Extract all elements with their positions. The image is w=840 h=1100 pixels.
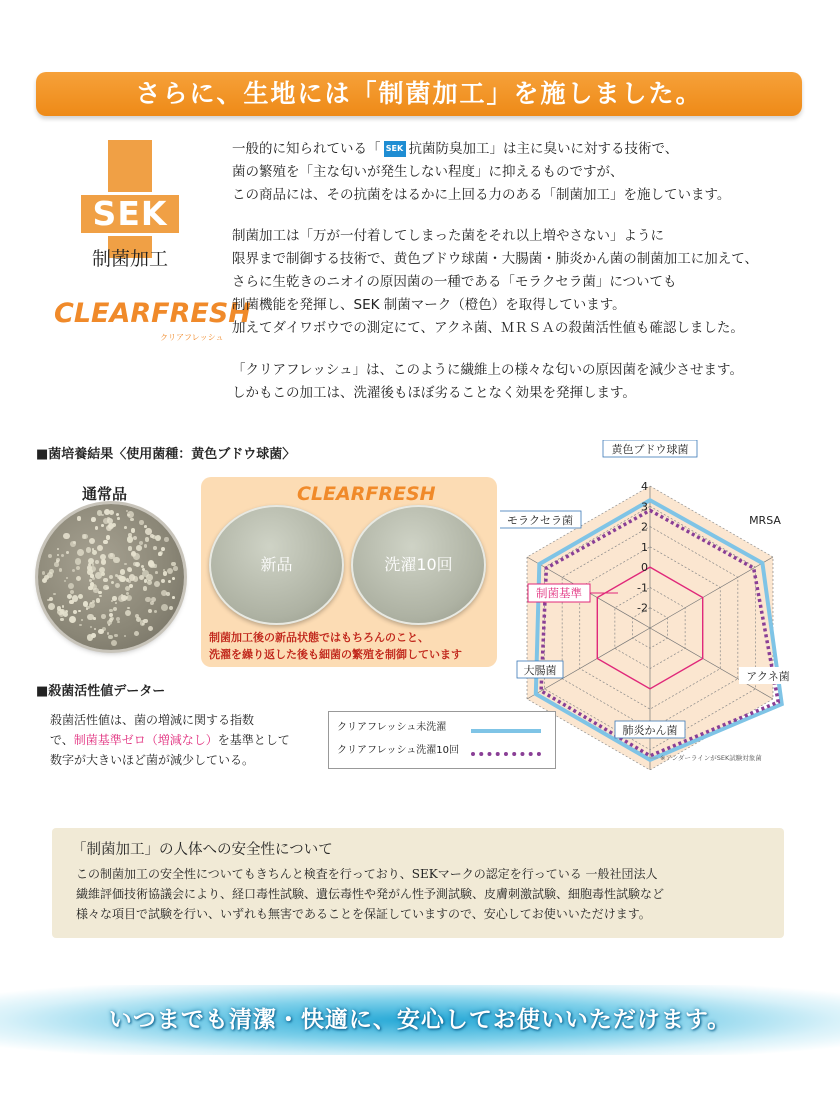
colony-speck: [108, 635, 112, 639]
sek-inline-icon: SEK: [384, 141, 406, 157]
colony-speck: [109, 510, 114, 515]
colony-speck: [62, 605, 64, 607]
colony-speck: [117, 621, 120, 624]
colony-speck: [78, 610, 80, 612]
radar-tick-label: 1: [641, 540, 648, 554]
colony-speck: [153, 546, 157, 550]
clearfresh-logo-kana: クリアフレッシュ: [160, 333, 224, 342]
intro-p1-line-1-after: 抗菌防臭加工」は主に臭いに対する技術で、: [408, 141, 679, 157]
colony-speck: [107, 620, 112, 625]
radar-axis-label: 黄色ブドウ球菌: [611, 443, 689, 456]
colony-speck: [116, 513, 119, 516]
chart-legend: [328, 711, 556, 769]
radar-axis-label: 大腸菌: [523, 664, 557, 677]
legend-unwashed-swatch: [471, 729, 541, 733]
intro-p2-line-1: 制菌加工は「万が一付着してしまった菌をそれ以上増やさない」ように: [232, 228, 664, 244]
colony-speck: [130, 518, 133, 521]
colony-speck: [106, 535, 110, 539]
baseline-label: 制菌基準: [536, 586, 582, 600]
colony-speck: [111, 640, 117, 646]
colony-speck: [79, 624, 81, 626]
colony-speck: [77, 549, 84, 556]
activity-desc-line-2-after: を基準として: [217, 733, 290, 747]
colony-speck: [93, 588, 98, 593]
colony-speck: [66, 577, 69, 580]
culture-caption-line-1: 制菌加工後の新品状態ではもちろんのこと、: [209, 631, 429, 644]
colony-speck: [133, 536, 137, 540]
normal-product-label: 通常品: [82, 485, 128, 503]
activity-desc-line-2: [50, 730, 290, 750]
colony-speck: [131, 552, 136, 557]
colony-speck: [64, 580, 66, 582]
colony-speck: [167, 568, 173, 574]
colony-speck: [75, 558, 81, 564]
colony-speck: [69, 616, 76, 623]
colony-speck: [93, 617, 96, 620]
colony-speck: [78, 594, 83, 599]
colony-speck: [128, 546, 133, 551]
intro-p1-line-2: 菌の繁殖を「主な匂いが発生しない程度」に抑えるものですが、: [232, 164, 624, 180]
radar-axis-label: 肺炎かん菌: [622, 724, 678, 737]
colony-speck: [159, 551, 163, 555]
sek-logo-caption: 制菌加工: [91, 248, 168, 270]
colony-speck: [54, 562, 58, 566]
washed-product-label: 洗濯10回: [384, 555, 453, 574]
colony-speck: [86, 547, 92, 553]
colony-speck: [134, 631, 139, 636]
colony-speck: [115, 602, 117, 604]
colony-speck: [173, 566, 177, 570]
colony-speck: [104, 509, 110, 515]
colony-speck: [48, 554, 52, 558]
colony-speck: [81, 619, 83, 621]
sek-logo-text: SEK: [92, 194, 168, 233]
colony-speck: [163, 569, 165, 571]
colony-speck: [60, 618, 64, 622]
colony-speck: [66, 551, 69, 554]
intro-p1-line-3: この商品には、その抗菌をはるかに上回る力のある「制菌加工」を施しています。: [232, 187, 731, 203]
colony-speck: [49, 597, 54, 602]
chart-footnote: ※アンダーラインがSEK試験対象菌: [660, 754, 762, 762]
colony-speck: [116, 617, 120, 621]
radar-tick-label: 2: [641, 520, 648, 534]
radar-tick-label: -1: [637, 581, 648, 595]
colony-speck: [42, 578, 48, 584]
clearfresh-culture-panel: [201, 477, 497, 667]
colony-speck: [153, 564, 156, 567]
radar-tick-label: 3: [641, 500, 648, 514]
radar-axis-label: アクネ菌: [746, 670, 790, 683]
colony-speck: [68, 583, 74, 589]
colony-speck: [103, 578, 107, 582]
safety-line-2: 繊維評価技術協議会により、経口毒性試験、遺伝毒性や発がん性予測試験、皮膚刺激試験、細胞毒性試験など: [76, 887, 665, 901]
footer-banner: いつまでも清潔・快適に、安心してお使いいただけます。: [0, 985, 840, 1055]
radar-tick-label: 0: [641, 561, 648, 575]
colony-speck: [102, 627, 106, 631]
colony-speck: [92, 563, 95, 566]
colony-speck: [127, 511, 134, 518]
colony-speck: [113, 607, 117, 611]
clearfresh-panel-logo: CLEARFRESH: [297, 483, 436, 505]
colony-speck: [89, 538, 95, 544]
colony-speck: [118, 595, 125, 602]
normal-product-petri-dish: [38, 504, 184, 650]
safety-title: 「制菌加工」の人体への安全性について: [72, 842, 333, 858]
colony-speck: [63, 533, 70, 540]
colony-speck: [120, 569, 126, 575]
colony-speck: [125, 610, 131, 616]
new-product-petri-dish: [209, 505, 344, 625]
colony-speck: [101, 614, 106, 619]
colony-speck: [172, 596, 175, 599]
colony-speck: [144, 579, 148, 583]
colony-speck: [87, 569, 93, 575]
colony-speck: [53, 593, 56, 596]
colony-speck: [82, 534, 86, 538]
colony-speck: [103, 585, 109, 591]
colony-speck: [42, 571, 45, 574]
colony-speck: [69, 600, 73, 604]
activity-section-title: ■殺菌活性値データー: [36, 684, 166, 699]
colony-speck: [127, 607, 130, 610]
colony-speck: [142, 568, 145, 571]
activity-desc-line-2-before: で、: [50, 733, 74, 747]
colony-speck: [147, 580, 152, 585]
colony-speck: [47, 572, 53, 578]
colony-speck: [144, 544, 147, 547]
colony-speck: [168, 580, 171, 583]
colony-speck: [117, 517, 120, 520]
colony-speck: [148, 626, 153, 631]
activity-desc-line-1: 殺菌活性値は、菌の増減に関する指数: [50, 713, 255, 727]
safety-line-3: 様々な項目で試験を行い、いずれも無害であることを保証していますので、安心してお使いいただけます。: [76, 907, 651, 921]
legend-unwashed-label: クリアフレッシュ未洗濯: [337, 722, 447, 733]
colony-speck: [86, 608, 88, 610]
colony-speck: [115, 583, 120, 588]
colony-speck: [139, 520, 144, 525]
intro-p2-line-2: 限界まで制御する技術で、黄色ブドウ球菌・大腸菌・肺炎かん菌の制菌加工に加えて、: [232, 251, 758, 267]
culture-caption-line-2: 洗濯を繰り返した後も細菌の繁殖を制御しています: [209, 648, 462, 661]
activity-description: [50, 710, 290, 770]
colony-speck: [111, 581, 114, 584]
colony-speck: [143, 586, 147, 590]
colony-speck: [73, 610, 77, 614]
colony-speck: [154, 581, 160, 587]
intro-p2-line-3: さらに生乾きのニオイの原因菌の一種である「モラクセラ菌」についても: [232, 274, 677, 290]
colony-speck: [152, 535, 156, 539]
colony-speck: [143, 619, 148, 624]
colony-speck: [171, 562, 175, 566]
colony-speck: [109, 575, 113, 579]
culture-section-title: ■菌培養結果〈使用菌種：黄色ブドウ球菌〉: [36, 447, 296, 462]
colony-speck: [127, 567, 132, 572]
colony-speck: [129, 584, 133, 588]
colony-speck: [161, 604, 168, 611]
intro-paragraph-2: [232, 225, 758, 340]
colony-speck: [92, 577, 95, 580]
colony-speck: [57, 554, 59, 556]
colony-speck: [135, 562, 140, 567]
colony-speck: [57, 548, 59, 550]
colony-speck: [127, 536, 133, 542]
colony-speck: [57, 609, 64, 616]
intro-paragraph-1: [232, 138, 730, 207]
colony-speck: [97, 510, 102, 515]
colony-speck: [91, 633, 96, 638]
colony-speck: [92, 600, 95, 603]
colony-speck: [124, 635, 126, 637]
headline-banner: さらに、生地には「制菌加工」を施しました。: [36, 72, 802, 116]
colony-speck: [131, 528, 135, 532]
intro-p2-line-4: 制菌機能を発揮し、SEK 制菌マーク（橙色）を取得しています。: [232, 297, 626, 313]
colony-speck: [92, 550, 97, 555]
colony-speck: [161, 579, 165, 583]
safety-line-1: この制菌加工の安全性についてもきちんと検査を行っており、SEKマークの認定を行っている 一般社団法人: [76, 867, 658, 881]
sek-logo: [54, 140, 251, 355]
colony-speck: [154, 610, 158, 614]
colony-speck: [83, 601, 88, 606]
colony-speck: [110, 617, 113, 620]
colony-speck: [112, 523, 117, 528]
safety-notice-box: [52, 828, 784, 938]
colony-speck: [169, 606, 173, 610]
colony-speck: [95, 526, 99, 530]
colony-speck: [48, 603, 55, 610]
colony-speck: [136, 545, 142, 551]
colony-speck: [101, 559, 107, 565]
colony-speck: [67, 594, 72, 599]
new-product-label: 新品: [260, 555, 293, 574]
colony-speck: [107, 517, 109, 519]
colony-speck: [72, 569, 75, 572]
intro-paragraph-3: [232, 359, 743, 405]
activity-desc-line-3: 数字が大きいほど菌が減少している。: [50, 753, 255, 767]
colony-speck: [124, 526, 127, 529]
colony-speck: [94, 628, 97, 631]
intro-p1-line-1: [232, 138, 730, 161]
colony-speck: [90, 626, 92, 628]
colony-speck: [119, 576, 125, 582]
legend-washed-label: クリアフレッシュ洗濯10回: [337, 745, 460, 756]
colony-speck: [110, 553, 113, 556]
colony-speck: [145, 537, 149, 541]
safety-body: [76, 864, 664, 924]
colony-speck: [77, 516, 81, 520]
colony-speck: [113, 557, 120, 564]
colony-speck: [59, 568, 62, 571]
colony-speck: [144, 525, 147, 528]
colony-speck: [96, 598, 101, 603]
radar-tick-label: -2: [637, 601, 648, 615]
colony-speck: [61, 554, 64, 557]
colony-speck: [112, 596, 117, 601]
radar-tick-label: 4: [641, 480, 648, 493]
colony-speck: [150, 601, 154, 605]
culture-caption: [209, 629, 462, 663]
intro-p2-line-5: 加えてダイワボウでの測定にて、アクネ菌、ＭＲＳＡの殺菌活性値も確認しました。: [232, 320, 744, 336]
colony-speck: [103, 540, 107, 544]
intro-p3-line-1: 「クリアフレッシュ」は、このように繊維上の様々な匂いの原因菌を減少させます。: [232, 362, 743, 378]
radar-axis-label: MRSA: [749, 514, 781, 527]
colony-speck: [76, 576, 82, 582]
colony-speck: [172, 577, 175, 580]
clearfresh-logo: CLEARFRESH: [54, 298, 251, 329]
colony-speck: [164, 537, 169, 542]
colony-speck: [148, 609, 152, 613]
intro-p1-line-1-before: 一般的に知られている「: [232, 141, 381, 157]
colony-speck: [155, 571, 158, 574]
colony-speck: [99, 595, 102, 598]
activity-desc-highlight: 制菌基準ゼロ（増減なし）: [73, 733, 218, 747]
legend-washed-swatch: [471, 752, 541, 756]
intro-p3-line-2: しかもこの加工は、洗濯後もほぼ劣ることなく効果を発揮します。: [232, 385, 636, 401]
colony-speck: [70, 590, 74, 594]
colony-speck: [76, 566, 80, 570]
colony-speck: [114, 634, 117, 637]
colony-speck: [101, 524, 104, 527]
colony-speck: [124, 563, 126, 565]
colony-speck: [95, 560, 99, 564]
colony-speck: [148, 562, 151, 565]
radar-axis-label: モラクセラ菌: [507, 514, 573, 527]
colony-speck: [91, 518, 95, 522]
washed-product-petri-dish: [351, 505, 486, 625]
colony-speck: [97, 545, 103, 551]
